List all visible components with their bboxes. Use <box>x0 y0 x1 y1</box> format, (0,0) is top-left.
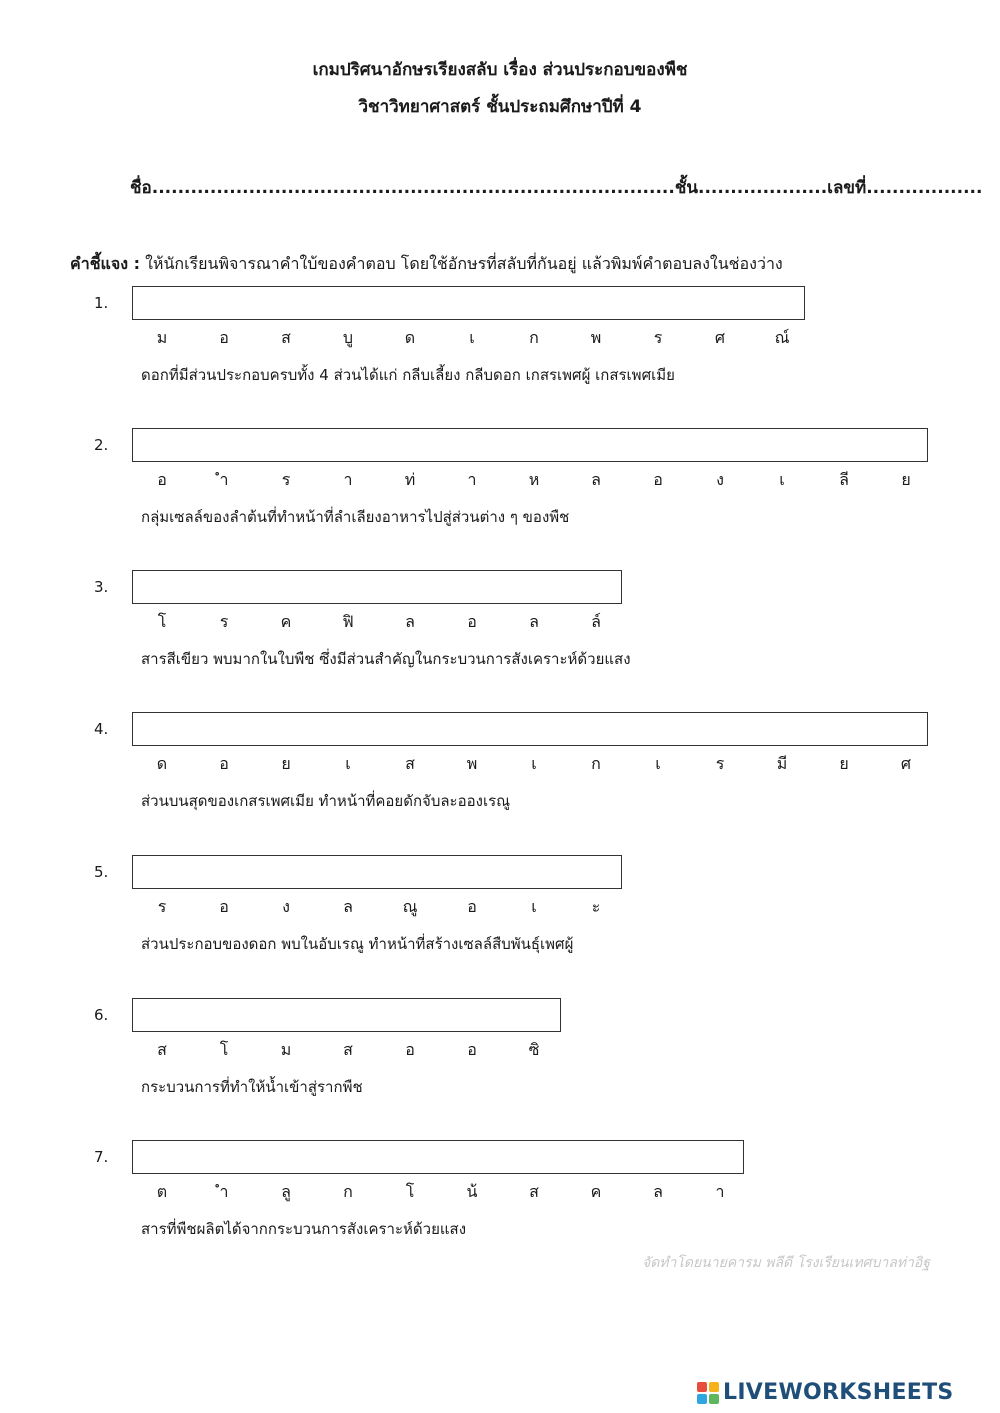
scrambled-letter: เ <box>779 470 785 489</box>
scrambled-letter: ก <box>343 1182 353 1201</box>
scrambled-letter: ด <box>156 754 168 773</box>
liveworksheets-logo[interactable] <box>697 1380 997 1408</box>
scrambled-letter: ม <box>280 1040 292 1059</box>
instruction-text: ให้นักเรียนพิจารณาคำใบ้ของคำตอบ โดยใช้อักษรที่สลับที่กันอยู่ แล้วพิมพ์คำตอบลงในช่องว่าง <box>140 254 783 273</box>
scrambled-letter: โ <box>219 1040 229 1059</box>
answer-input-5[interactable] <box>132 855 622 889</box>
worksheet-subtitle: วิชาวิทยาศาสตร์ ชั้นประถมศึกษาปีที่ 4 <box>358 97 642 117</box>
scrambled-letter: ด <box>404 328 416 347</box>
scrambled-letter: ร <box>715 754 725 773</box>
scrambled-letter: โ <box>157 612 167 631</box>
scrambled-letter: โ <box>405 1182 415 1201</box>
student-info-line: ชื่อ.................................................................................ชั้น....................เลขที่.................. <box>130 178 983 198</box>
scrambled-letter: ล <box>405 612 415 631</box>
scrambled-letter: ย <box>839 754 849 773</box>
question-number: 4. <box>94 720 109 738</box>
liveworksheets-logo-text: LIVEWORKSHEETS <box>723 1380 954 1405</box>
scrambled-letter: ย <box>281 754 291 773</box>
scrambled-letter: ล์ <box>591 612 601 631</box>
scrambled-letters-4 <box>0 752 1000 774</box>
scrambled-letter: ร <box>219 612 229 631</box>
scrambled-letter: ซิ <box>528 1040 540 1059</box>
scrambled-letter: ำ <box>219 470 229 489</box>
scrambled-letter: า <box>467 470 477 489</box>
scrambled-letter: า <box>343 470 353 489</box>
question-number: 1. <box>94 294 109 312</box>
scrambled-letter: ศ <box>714 328 726 347</box>
scrambled-letter: เ <box>345 754 351 773</box>
scrambled-letters-2 <box>0 468 1000 490</box>
scrambled-letter: อ <box>219 754 229 773</box>
scrambled-letter: อ <box>157 470 167 489</box>
answer-input-2[interactable] <box>132 428 928 462</box>
scrambled-letter: ส <box>343 1040 353 1059</box>
scrambled-letter: ณู <box>402 897 418 916</box>
scrambled-letter: อ <box>653 470 663 489</box>
scrambled-letter: อ <box>219 897 229 916</box>
scrambled-letters-6 <box>0 1038 1000 1060</box>
scrambled-letter: ล <box>591 470 601 489</box>
liveworksheets-logo-icon <box>697 1382 719 1404</box>
answer-input-7[interactable] <box>132 1140 744 1174</box>
scrambled-letter: อ <box>219 328 229 347</box>
scrambled-letter: ฟิ <box>342 612 354 631</box>
question-hint: ดอกที่มีส่วนประกอบครบทั้ง 4 ส่วนได้แก่ กลีบเลี้ยง กลีบดอก เกสรเพศผู้ เกสรเพศเมีย <box>141 366 675 384</box>
scrambled-letter: ร <box>653 328 663 347</box>
scrambled-letter: พ <box>466 754 478 773</box>
answer-input-4[interactable] <box>132 712 928 746</box>
scrambled-letters-1 <box>0 326 1000 348</box>
scrambled-letter: เ <box>469 328 475 347</box>
worksheet-title: เกมปริศนาอักษรเรียงสลับ เรื่อง ส่วนประกอบของพืช <box>312 60 688 80</box>
scrambled-letter: ส <box>157 1040 167 1059</box>
question-hint: ส่วนบนสุดของเกสรเพศเมีย ทำหน้าที่คอยดักจับละอองเรณู <box>141 792 511 810</box>
scrambled-letter: ต <box>156 1182 168 1201</box>
scrambled-letters-7 <box>0 1180 1000 1202</box>
scrambled-letters-3 <box>0 610 1000 632</box>
scrambled-letter: ศ <box>900 754 912 773</box>
scrambled-letter: เ <box>531 897 537 916</box>
question-hint: สารที่พืชผลิตได้จากกระบวนการสังเคราะห์ด้วยแสง <box>141 1220 467 1238</box>
author-credit: จัดทำโดยนายคารม พลีดี โรงเรียนเทศบาลท่าอิฐ <box>641 1255 930 1271</box>
scrambled-letter: อ <box>405 1040 415 1059</box>
scrambled-letter: ง <box>716 470 724 489</box>
scrambled-letter: อ <box>467 1040 477 1059</box>
scrambled-letter: เ <box>531 754 537 773</box>
scrambled-letter: ลู <box>281 1182 291 1201</box>
scrambled-letter: ส <box>529 1182 539 1201</box>
question-number: 6. <box>94 1006 109 1024</box>
question-number: 5. <box>94 863 109 881</box>
scrambled-letter: ณ์ <box>774 328 790 347</box>
question-hint: สารสีเขียว พบมากในใบพืช ซึ่งมีส่วนสำคัญในกระบวนการสังเคราะห์ด้วยแสง <box>141 650 631 668</box>
question-number: 3. <box>94 578 109 596</box>
question-number: 2. <box>94 436 109 454</box>
scrambled-letter: พ <box>590 328 602 347</box>
scrambled-letter: ค <box>590 1182 602 1201</box>
question-hint: ส่วนประกอบของดอก พบในอับเรณู ทำหน้าที่สร้างเซลล์สืบพันธุ์เพศผู้ <box>141 935 574 953</box>
scrambled-letter: ท่ <box>404 470 416 489</box>
scrambled-letter: ล <box>529 612 539 631</box>
scrambled-letter: ะ <box>591 897 601 916</box>
scrambled-letter: ห <box>528 470 540 489</box>
scrambled-letter: เ <box>655 754 661 773</box>
answer-input-6[interactable] <box>132 998 561 1032</box>
scrambled-letter: ม <box>156 328 168 347</box>
question-hint: กระบวนการที่ทำให้น้ำเข้าสู่รากพืช <box>141 1078 363 1096</box>
scrambled-letter: ร <box>157 897 167 916</box>
scrambled-letter: ล <box>653 1182 663 1201</box>
scrambled-letter: ก <box>591 754 601 773</box>
scrambled-letter: ค <box>280 612 292 631</box>
scrambled-letter: ำ <box>219 1182 229 1201</box>
scrambled-letter: ลี <box>839 470 849 489</box>
scrambled-letter: บู <box>342 328 354 347</box>
scrambled-letter: มี <box>776 754 788 773</box>
scrambled-letter: อ <box>467 897 477 916</box>
scrambled-letter: อ <box>467 612 477 631</box>
scrambled-letter: ง <box>282 897 290 916</box>
answer-input-3[interactable] <box>132 570 622 604</box>
scrambled-letter: ย <box>901 470 911 489</box>
question-hint: กลุ่มเซลล์ของลำต้นที่ทำหน้าที่ลำเลียงอาหารไปสู่ส่วนต่าง ๆ ของพืช <box>141 508 570 526</box>
scrambled-letter: ก <box>529 328 539 347</box>
scrambled-letter: ส <box>281 328 291 347</box>
scrambled-letter: ล <box>343 897 353 916</box>
answer-input-1[interactable] <box>132 286 805 320</box>
scrambled-letter: ส <box>405 754 415 773</box>
question-number: 7. <box>94 1148 109 1166</box>
instruction <box>70 252 970 277</box>
instruction-label: คำชี้แจง : <box>70 254 141 273</box>
scrambled-letter: ร <box>281 470 291 489</box>
scrambled-letter: า <box>715 1182 725 1201</box>
scrambled-letter: น้ <box>466 1182 478 1201</box>
scrambled-letters-5 <box>0 895 1000 917</box>
